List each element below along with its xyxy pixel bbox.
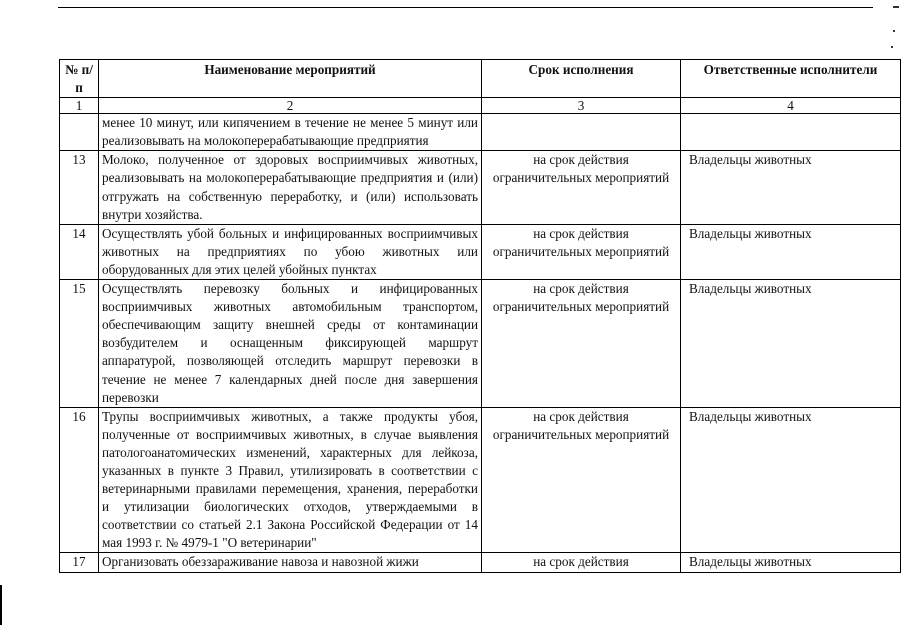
measure-term xyxy=(482,114,681,151)
scan-mark xyxy=(893,30,895,32)
column-number: 3 xyxy=(482,98,681,114)
measure-responsible: Владельцы животных xyxy=(681,151,901,224)
table-row xyxy=(60,407,901,553)
table-row xyxy=(60,114,901,151)
measure-name: Осуществлять перевозку больных и инфицированных восприимчивых животных автомобильным транспортом, обеспечивающим защиту внешней среды от контаминации возбудителем и оснащенным фиксирующей маршрут аппаратурой, позволяющей отследить маршрут перевозки в течение не менее 7 календарных дней после дня завершения перевозки xyxy=(99,280,482,408)
measure-name: Молоко, полученное от здоровых восприимчивых животных, реализовывать на молокоперерабатывающие предприятия и (или) отгружать на собственную переработку, и (или) использовать внутри хозяйства. xyxy=(99,151,482,224)
row-number xyxy=(60,114,99,151)
page-cutoff xyxy=(0,592,905,640)
header-responsible: Ответственные исполнители xyxy=(681,60,901,98)
scan-edge-mark xyxy=(0,585,2,625)
measure-name: Осуществлять убой больных и инфицированных восприимчивых животных на предприятиях по убою животных или оборудованных для этих целей убойных пунктах xyxy=(99,224,482,279)
table-row xyxy=(60,553,901,572)
measure-responsible: Владельцы животных xyxy=(681,280,901,408)
table-row xyxy=(60,280,901,408)
measure-term: на срок действия ограничительных мероприятий xyxy=(482,280,681,408)
row-number: 17 xyxy=(60,553,99,572)
measure-responsible: Владельцы животных xyxy=(681,553,901,572)
column-number-row xyxy=(60,98,901,114)
column-number: 1 xyxy=(60,98,99,114)
table-row xyxy=(60,151,901,224)
document-page xyxy=(59,59,878,573)
header-row xyxy=(60,60,901,98)
table-row xyxy=(60,224,901,279)
measure-name: Трупы восприимчивых животных, а также продукты убоя, полученные от восприимчивых животных, в случае выявления патологоанатомических изменений, характерных для лейкоза, указанных в пункте 3 Правил, утилизировать в соответствии с ветеринарными правилами перемещения, хранения, переработки и утилизации биологических отходов, утверждаемыми в соответствии со статьей 2.1 Закона Российской Федерации от 14 мая 1993 г. № 4979-1 "О ветеринарии" xyxy=(99,407,482,553)
measure-name: менее 10 минут, или кипячением в течение не менее 5 минут или реализовывать на молокоперерабатывающие предприятия xyxy=(99,114,482,151)
measure-responsible: Владельцы животных xyxy=(681,224,901,279)
row-number: 14 xyxy=(60,224,99,279)
measure-responsible xyxy=(681,114,901,151)
scan-mark xyxy=(891,46,893,48)
scan-mark xyxy=(893,6,899,8)
header-name: Наименование мероприятий xyxy=(99,60,482,98)
measure-name: Организовать обеззараживание навоза и навозной жижи xyxy=(99,553,482,572)
column-number: 4 xyxy=(681,98,901,114)
header-term: Срок исполнения xyxy=(482,60,681,98)
measures-table xyxy=(59,59,901,573)
measure-term: на срок действия ограничительных мероприятий xyxy=(482,224,681,279)
measure-term: на срок действия ограничительных мероприятий xyxy=(482,407,681,553)
column-number: 2 xyxy=(99,98,482,114)
measure-term: на срок действия ограничительных мероприятий xyxy=(482,151,681,224)
row-number: 13 xyxy=(60,151,99,224)
row-number: 15 xyxy=(60,280,99,408)
row-number: 16 xyxy=(60,407,99,553)
measure-responsible: Владельцы животных xyxy=(681,407,901,553)
top-rule xyxy=(58,7,873,8)
measure-term: на срок действия xyxy=(482,553,681,572)
header-no: № п/п xyxy=(60,60,99,98)
